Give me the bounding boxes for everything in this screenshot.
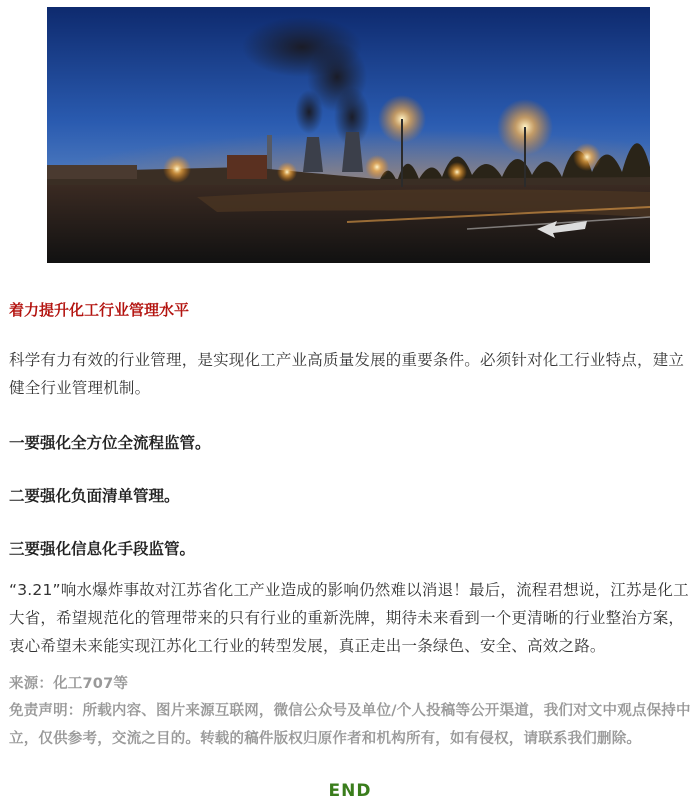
source-line: 来源：化工707等 (9, 676, 129, 692)
industrial-night-scene (47, 7, 650, 263)
end-mark: END (328, 781, 372, 801)
point-1: 一要强化全方位全流程监管。 (9, 434, 211, 452)
hero-image (47, 7, 650, 263)
intro-paragraph: 科学有力有效的行业管理，是实现化工产业高质量发展的重要条件。必须针对化工行业特点，建立健全行业管理机制。 (9, 351, 685, 397)
point-3: 三要强化信息化手段监管。 (9, 540, 196, 558)
section-title: 着力提升化工行业管理水平 (9, 301, 190, 319)
disclaimer: 免责声明：所载内容、图片来源互联网，微信公众号及单位/个人投稿等公开渠道，我们对文中观点保持中立，仅供参考，交流之目的。转载的稿件版权归原作者和机构所有，如有侵权，请联系我们删除。 (9, 703, 691, 747)
conclusion-paragraph: “3.21”响水爆炸事故对江苏省化工产业造成的影响仍然难以消退！最后，流程君想说，江苏是化工大省，希望规范化的管理带来的只有行业的重新洗牌，期待未来看到一个更清晰的行业整治方案，衷心希望未来能实现江苏化工行业的转型发展，真正走出一条绿色、安全、高效之路。 (9, 581, 689, 655)
point-2: 二要强化负面清单管理。 (9, 487, 180, 505)
